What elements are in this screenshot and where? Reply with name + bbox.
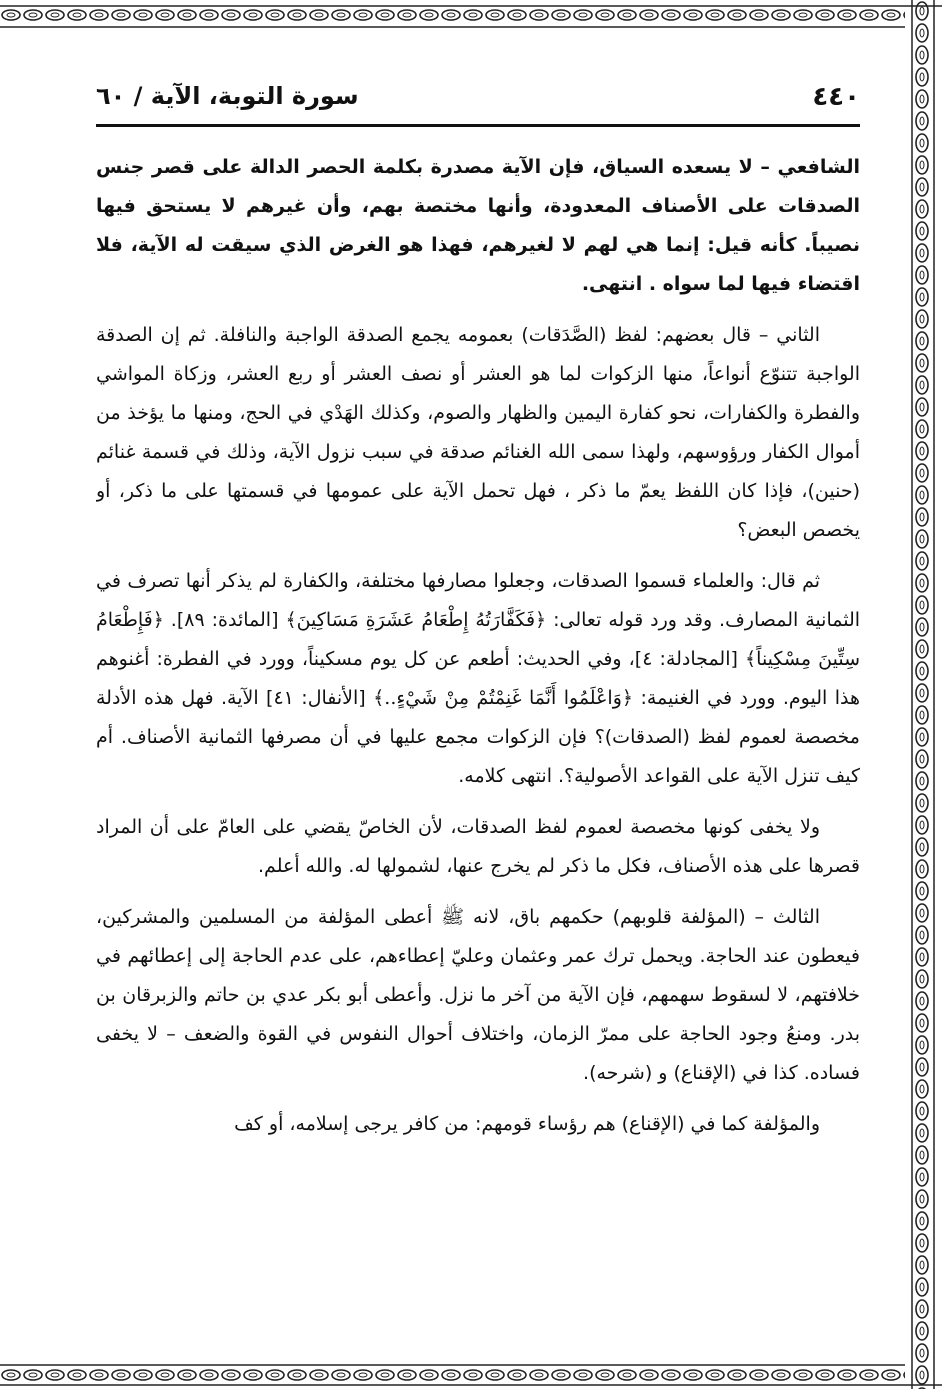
paragraph-4: ولا يخفى كونها مخصصة لعموم لفظ الصدقات، لأن الخاصّ يقضي على العامّ على أن المراد قصرها على هذه الأصناف، فكل ما ذكر لم يخرج عنها، لشمولها له. والله أعلم. — [96, 816, 860, 877]
quran-quote-3: ﴿وَاعْلَمُوا أَنَّمَا غَنِمْتُمْ مِنْ شَيْءٍ..﴾ — [373, 687, 634, 709]
paragraph-3-text-d: [الأنفال: ٤١] الآية. فهل هذه الأدلة مخصصة لعموم لفظ (الصدقات)؟ فإن الزكوات مجمع عليها في أن مصرفها الثمانية الأصناف. أم كيف تنزل الآية على القواعد الأصولية؟. انتهى كلامه. — [96, 687, 860, 787]
paragraph-3-text-b: [المائدة: ٨٩]. — [163, 609, 286, 631]
paragraph-5: الثالث – (المؤلفة قلوبهم) حكمهم باق، لانه ﷺ أعطى المؤلفة من المسلمين والمشركين، فيعطون عند الحاجة. ويحمل ترك عمر وعثمان وعليّ إعطاءهم، على عدم الحاجة إلى إعطائهم في خلافتهم، لا لسقوط سهمهم، فإن الآية من آخر ما نزل. وأعطى أبو بكر عدي بن حاتم والزبرقان بن بدر. ومنعُ وجود الحاجة على ممرّ الزمان، واختلاف أحوال النفوس في القوة والضعف – لا يخفى فساده. كذا في (الإقناع) و (شرحه). — [96, 906, 860, 1084]
page-body — [96, 148, 860, 1354]
paragraph-6: والمؤلفة كما في (الإقناع) هم رؤساء قومهم: من كافر يرجى إسلامه، أو كف — [234, 1113, 820, 1135]
paragraph-2: الثاني – قال بعضهم: لفظ (الصَّدَقات) بعمومه يجمع الصدقة الواجبة والنافلة. ثم إن الصدقة الواجبة تتنوّع أنواعاً، منها الزكوات لما هو العشر أو نصف العشر أو ربع العشر، وزكاة المواشي والفطرة والكفارات، نحو كفارة اليمين والظهار والصوم، وكذلك الهَدْي في الحج، ومنها ما يؤخذ من أموال الكفار ورؤوسهم، ولهذا سمى الله الغنائم صدقة في سبب نزول الآية، وذلك في قسمة غنائم (حنين)، فإذا كان اللفظ يعمّ ما ذكر ، فهل تحمل الآية على عمومها في قسمتها على ما ذكر، أو يخصص البعض؟ — [96, 324, 860, 541]
paragraph-1: الشافعي – لا يسعده السياق، فإن الآية مصدرة بكلمة الحصر الدالة على قصر جنس الصدقات على الأصناف المعدودة، وأنها مختصة بهم، وأن غيرهم لا يستحق فيها نصيباً. كأنه قيل: إنما هي لهم لا لغيرهم، فهذا هو الغرض الذي سيقت له الآية، فلا اقتضاء فيها لما سواه . انتهى. — [96, 156, 860, 295]
header-rule — [96, 124, 860, 127]
running-title: سورة التوبة، الآية / ٦٠ — [96, 82, 359, 110]
paragraph-3-text-a: ثم قال: والعلماء قسموا الصدقات، وجعلوا مصارفها مختلفة، والكفارة لم يذكر أنها تصرف في الثمانية المصارف. وقد ورد قوله تعالى: — [96, 570, 860, 631]
decorative-border-bottom — [0, 1362, 942, 1389]
page-header — [96, 82, 860, 122]
decorative-border-right — [903, 0, 942, 1389]
quran-quote-2: ﴿فَإِطْعَامُ سِتِّينَ مِسْكِيناً﴾ — [96, 609, 860, 670]
paragraph-3-text-c: [المجادلة: ٤]، وفي الحديث: أطعم عن كل يوم مسكيناً، وورد في الفطرة: أغنوهم هذا اليوم. وورد في الغنيمة: — [96, 648, 860, 709]
quran-quote-1: ﴿فَكَفَّارَتُهُ إِطْعَامُ عَشَرَةِ مَسَاكِينَ﴾ — [285, 609, 547, 631]
page-number: ٤٤٠ — [812, 82, 860, 112]
decorative-border-top — [0, 0, 942, 30]
paragraph-3 — [96, 562, 860, 796]
